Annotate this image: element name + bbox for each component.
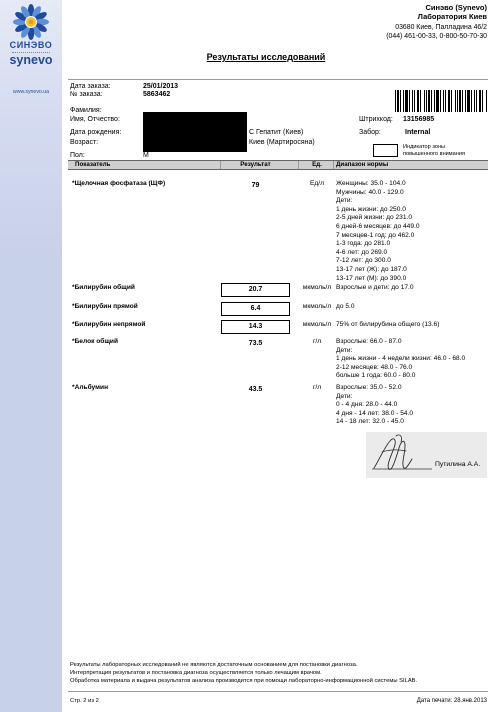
logo-wordmark-latin: synevo [9,53,53,67]
reference-range [336,284,414,293]
result-unit: г/л [312,338,322,345]
header-test: Показатель [75,161,111,168]
footer-divider [68,691,488,692]
collection-label: Забор: [359,129,381,136]
order-date-label: Дата заказа: [70,83,111,90]
result-value: 6.4 [221,302,290,316]
redaction-box [143,112,247,152]
attention-indicator-box [373,144,398,157]
range-line: 7-12 лет: до 300.0 [336,257,391,265]
footer-disclaimer-3: Обработка материала и выдача результатов анализа производится при помощи лабораторно-информационной системы SILAB. [70,678,418,684]
signature-image [366,432,487,478]
test-name: *Альбумин [72,384,109,391]
footer-disclaimer-2: Интерпретация результатов и постановка диагноза осуществляется только лечащим врачом. [70,670,322,676]
range-line: 13-17 лет (М): до 390.0 [336,274,407,282]
range-line: больше 1 года: 60.0 - 80.0 [336,372,416,380]
range-line: 7 месяцев-1 год: до 462.0 [336,231,415,239]
range-line: Взрослые: 35.0 - 52.0 [336,384,402,391]
header-result: Результат [240,161,271,168]
order-date-value: 25/01/2013 [143,83,179,90]
result-value: 43.5 [248,386,263,393]
range-line: Дети: [336,346,353,354]
test-name: *Щелочная фосфатаза (ЩФ) [72,180,166,187]
order-number-label: № заказа: [70,91,103,98]
page-number: Стр. 2 из 2 [70,698,99,704]
result-unit: мкмоль/л [302,303,332,310]
range-line: до 5.0 [336,303,355,310]
lab-address: 03680 Киев, Палладина 46/2 [395,24,487,31]
lab-branch: Лаборатория Киев [417,12,487,21]
result-value: 73.5 [248,340,263,347]
result-value: 79 [251,182,260,189]
sidebar-band [0,0,62,712]
surname-label: Фамилия: [70,107,102,114]
sex-value: М [143,152,149,159]
header-separator [333,161,334,169]
result-unit: мкмоль/л [302,321,332,328]
reference-range [336,303,355,312]
barcode-label: Штрихкод: [359,116,393,123]
range-line: 4 дня - 14 лет: 38.0 - 54.0 [336,409,414,417]
synevo-logo-icon [8,2,54,42]
range-line: 14 - 18 лет: 32.0 - 45.0 [336,418,404,426]
range-line: 2-5 дней жизни: до 231.0 [336,214,412,222]
age-label: Возраст: [70,139,99,146]
range-line: 1-3 года: до 281.0 [336,240,391,248]
range-line: Мужчины: 40.0 - 129.0 [336,188,404,196]
logo-website: www.synevo.ua [12,89,50,95]
header-divider [68,79,488,80]
range-line: 0 - 4 дня: 28.0 - 44.0 [336,401,398,409]
range-line: 13-17 лет (Ж): до 187.0 [336,265,407,273]
range-line: Дети: [336,197,353,205]
name-label: Имя, Отчество: [70,116,120,123]
range-line: Взрослые и дети: до 17.0 [336,284,414,291]
print-date: Дата печати: 28.янв.2013 [416,698,487,704]
test-name: *Белок общий [72,338,119,345]
header-range: Диапазон нормы [336,161,389,168]
range-line: 4-6 лет: до 269.0 [336,248,388,256]
sex-label: Пол: [70,152,85,159]
attention-indicator-line-1: Индикатор зоны [403,144,446,150]
result-value: 20.7 [221,283,290,297]
range-line: 1 день жизни - 4 недели жизни: 46.0 - 68.0 [336,355,466,363]
range-line: Дети: [336,392,353,400]
birth-date-label: Дата рождения: [70,129,122,136]
page-title: Результаты исследований [206,52,326,62]
referral-line-2: Киев (Мартиросяна) [249,139,315,146]
test-name: *Билирубин непрямой [72,321,146,328]
reference-range [336,384,413,427]
attention-indicator-line-2: повышенного внимания [403,150,465,157]
logo-wordmark-cyrillic: СИНЭВО [9,40,53,50]
reference-range [336,180,419,283]
reference-range [336,321,439,330]
lab-phones: (044) 461-00-33, 0-800-50-70-30 [386,33,487,40]
reference-range [336,338,465,381]
signatory-name: Путилина А.А. [435,461,481,468]
result-unit: мкмоль/л [302,284,332,291]
results-table-header [68,160,488,170]
barcode-value: 13156985 [403,116,435,123]
range-line: 6 дней-6 месяцев: до 449.0 [336,222,420,230]
range-line: 1 день жизни: до 250.0 [336,205,406,213]
result-value: 14.3 [221,320,290,334]
result-unit: Ед/л [310,180,324,187]
referral-line-1: С Гепатит (Киев) [249,129,304,136]
lab-name: Синэво (Synevo) [425,3,487,12]
result-unit: г/л [312,384,322,391]
range-line: Взрослые: 66.0 - 87.0 [336,338,402,345]
range-line: 75% от билирубина общего (13.6) [336,321,440,328]
header-unit: Ед. [312,161,322,168]
order-number-value: 5863462 [143,91,171,98]
range-line: Женщины: 35.0 - 104.0 [336,180,406,187]
range-line: 2-12 месяцев: 48.0 - 76.0 [336,363,413,371]
header-separator [298,161,299,169]
barcode-image [395,90,487,112]
footer-disclaimer-1: Результаты лабораторных исследований не являются достаточным основанием для постановки диагноза. [70,662,358,668]
test-name: *Билирубин прямой [72,303,138,310]
collection-value: Internal [405,129,431,136]
test-name: *Билирубин общий [72,284,135,291]
